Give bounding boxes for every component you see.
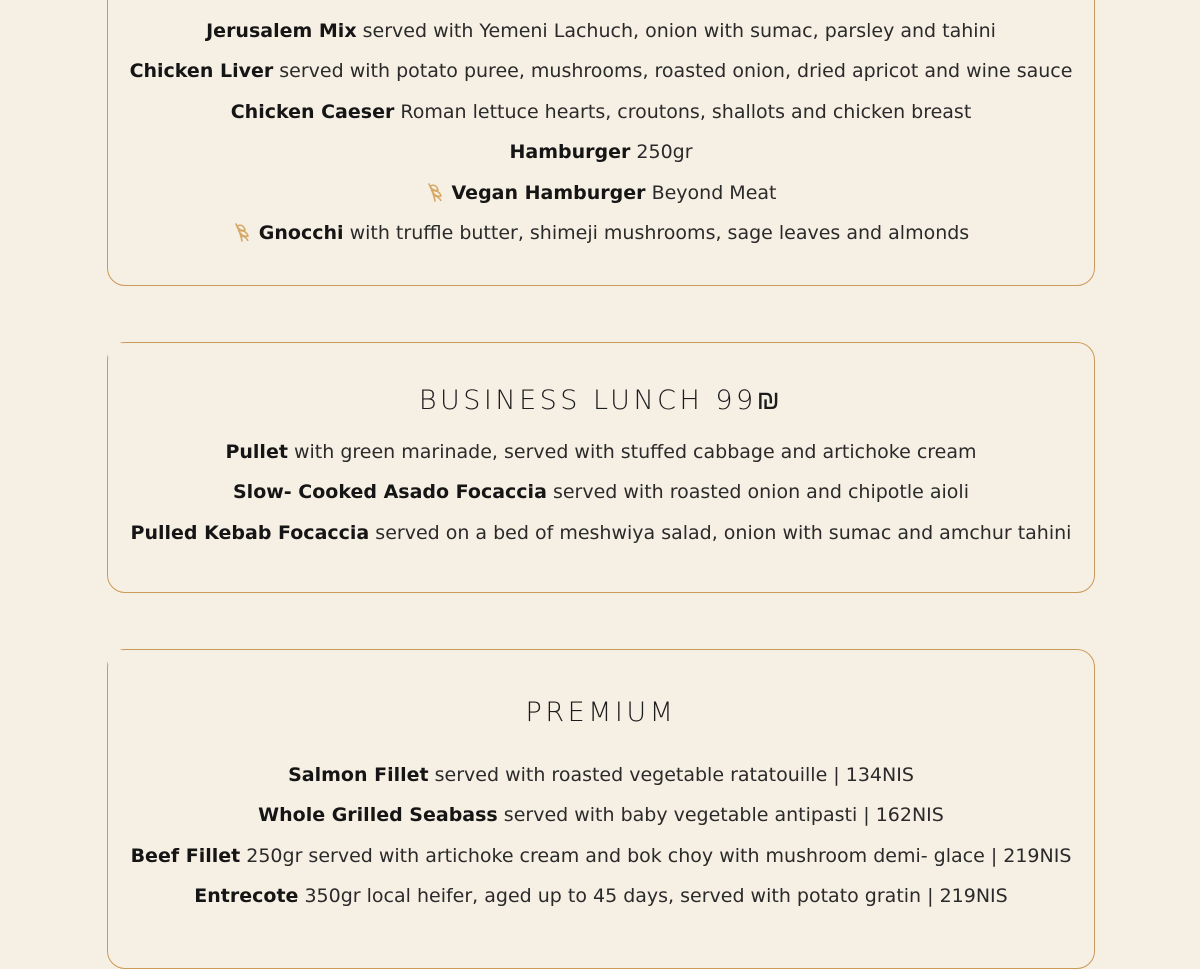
item-name: Pulled Kebab Focaccia bbox=[130, 521, 370, 544]
item-name: Salmon Fillet bbox=[288, 764, 429, 786]
leaf-icon bbox=[233, 221, 253, 243]
menu-item bbox=[108, 11, 1094, 51]
item-description: served with baby vegetable antipasti | 162NIS bbox=[503, 804, 944, 827]
menu-item bbox=[108, 472, 1094, 512]
item-description: Beyond Meat bbox=[651, 181, 777, 204]
menu-items-list bbox=[108, 432, 1094, 553]
menu-item-vegan bbox=[108, 173, 1094, 213]
item-description: served with roasted onion and chipotle aioli bbox=[552, 481, 969, 504]
section-title: BUSINESS LUNCH 99₪ bbox=[418, 385, 784, 416]
item-description: 250gr served with artichoke cream and bok choy with mushroom demi- glace | 219NIS bbox=[246, 844, 1072, 867]
item-description: with truffle butter, shimeji mushrooms, sage leaves and almonds bbox=[349, 221, 970, 244]
menu-item bbox=[108, 51, 1094, 91]
menu-item bbox=[108, 513, 1094, 553]
item-description: 350gr local heifer, aged up to 45 days, served with potato gratin | 219NIS bbox=[304, 885, 1008, 908]
menu-item bbox=[108, 132, 1094, 172]
menu-item-vegan bbox=[108, 213, 1094, 253]
item-name: Vegan Hamburger bbox=[451, 181, 646, 204]
menu-item bbox=[108, 432, 1094, 472]
menu-section-business-lunch bbox=[107, 342, 1095, 593]
item-name: Slow- Cooked Asado Focaccia bbox=[233, 481, 547, 504]
menu-item bbox=[108, 836, 1094, 876]
item-description: served with potato puree, mushrooms, roasted onion, dried apricot and wine sauce bbox=[279, 60, 1073, 83]
item-description: served with roasted vegetable ratatouille | 134NIS bbox=[434, 764, 914, 786]
item-name: Chicken Caeser bbox=[230, 100, 395, 123]
item-description: with green marinade, served with stuffed cabbage and artichoke cream bbox=[293, 441, 977, 463]
section-title: PREMIUM bbox=[525, 697, 677, 728]
item-description: served with Yemeni Lachuch, onion with sumac, parsley and tahini bbox=[362, 20, 996, 42]
menu-item bbox=[108, 876, 1094, 916]
leaf-icon bbox=[426, 181, 446, 203]
item-name: Whole Grilled Seabass bbox=[258, 804, 498, 827]
item-name: Beef Fillet bbox=[130, 844, 241, 867]
item-name: Chicken Liver bbox=[129, 60, 274, 83]
item-name: Gnocchi bbox=[258, 221, 344, 244]
item-name: Hamburger bbox=[509, 141, 631, 164]
menu-items-list bbox=[108, 11, 1094, 253]
item-name: Pullet bbox=[225, 441, 288, 463]
menu-items-list bbox=[108, 755, 1094, 917]
item-name: Jerusalem Mix bbox=[206, 20, 357, 42]
item-description: served on a bed of meshwiya salad, onion with sumac and amchur tahini bbox=[375, 521, 1072, 544]
item-description: Roman lettuce hearts, croutons, shallots and chicken breast bbox=[400, 100, 972, 123]
menu-item bbox=[108, 795, 1094, 835]
menu-section-mains bbox=[107, 0, 1095, 286]
menu-item bbox=[108, 92, 1094, 132]
menu-item bbox=[108, 755, 1094, 795]
menu-section-premium bbox=[107, 649, 1095, 969]
item-name: Entrecote bbox=[194, 885, 299, 908]
item-description: 250gr bbox=[636, 141, 693, 164]
